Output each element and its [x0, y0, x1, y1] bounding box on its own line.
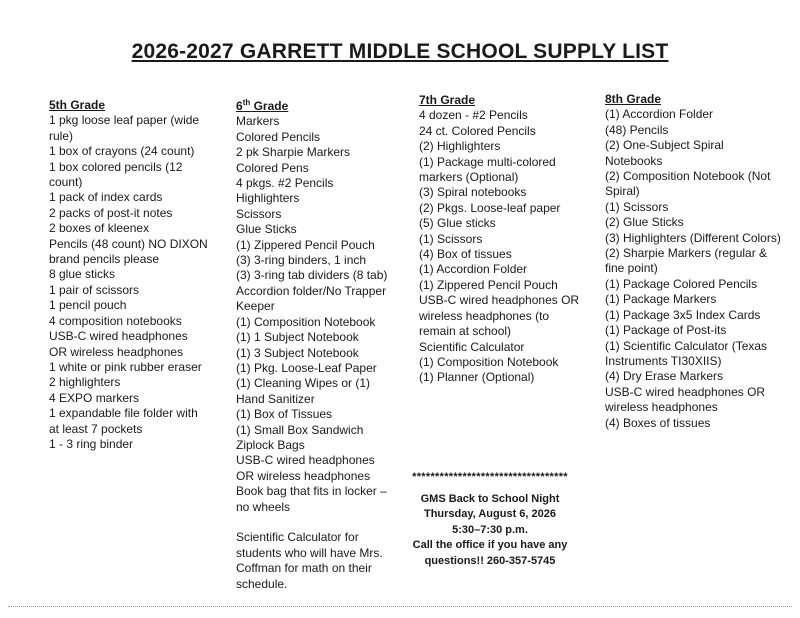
list-item: Highlighters: [236, 191, 300, 206]
list-item: 1 pack of index cards: [49, 190, 163, 205]
list-item: 1 box of crayons (24 count): [49, 144, 195, 159]
list-item: (1) Package multi-colored markers (Optional): [419, 154, 556, 185]
list-item: (1) Package Colored Pencils: [605, 276, 758, 291]
grade-6-list: [236, 114, 396, 515]
list-item: (2) Highlighters: [419, 139, 501, 154]
list-item: 8 glue sticks: [49, 267, 116, 282]
list-item: 1 expandable file folder with at least 7 pockets: [49, 406, 198, 436]
list-item: (1) Scissors: [605, 199, 669, 214]
list-item: (1) Zippered Pencil Pouch: [236, 237, 375, 252]
list-item: 1 pencil pouch: [49, 298, 127, 313]
list-item: (1) Cleaning Wipes or (1) Hand Sanitizer: [236, 376, 371, 406]
grade-8-list: [605, 107, 783, 431]
grade-5-heading: 5th Grade: [49, 98, 106, 112]
list-item: (3) Highlighters (Different Colors): [605, 230, 781, 245]
list-item: (1) Accordion Folder: [419, 262, 528, 277]
grade-8-column: [605, 92, 783, 431]
grade-8-heading: 8th Grade: [605, 92, 662, 106]
list-item: 2 highlighters: [49, 375, 121, 390]
list-item: Colored Pencils: [236, 129, 321, 144]
list-item: 2 packs of post-it notes: [49, 205, 173, 220]
event-title: GMS Back to School Night: [420, 492, 560, 505]
list-item: (1) Composition Notebook: [419, 354, 559, 369]
list-item: (3) 3-ring binders, 1 inch: [236, 253, 367, 268]
list-item: Accordion folder/No Trapper Keeper: [236, 283, 387, 314]
grade-7-list: [419, 108, 581, 385]
list-item: Book bag that fits in locker – no wheels: [236, 484, 387, 514]
grade-7-heading: 7th Grade: [419, 93, 476, 107]
grade-6-heading: [236, 95, 396, 114]
event-contact: Call the office if you have any questions!! 260-357-5745: [412, 539, 568, 567]
star-divider: **********************************: [412, 471, 568, 483]
list-item: (1) 3 Subject Notebook: [236, 345, 359, 360]
list-item: (1) Planner (Optional): [419, 370, 535, 385]
list-item: USB-C wired headphones OR wireless headphones (to remain at school): [419, 293, 580, 339]
list-item: 24 ct. Colored Pencils: [419, 123, 536, 138]
grade-6-column: [236, 95, 396, 592]
list-item: (4) Dry Erase Markers: [605, 369, 724, 384]
list-item: 1 pkg loose leaf paper (wide rule): [49, 113, 200, 143]
list-item: Scissors: [236, 206, 282, 221]
list-item: 4 EXPO markers: [49, 390, 140, 405]
list-item: (1) Box of Tissues: [236, 407, 333, 422]
back-to-school-notice: [392, 470, 588, 570]
list-item: 4 composition notebooks: [49, 313, 182, 328]
list-item: (1) Package of Post-its: [605, 323, 727, 338]
list-item: 1 pair of scissors: [49, 282, 140, 297]
list-item: USB-C wired headphones OR wireless headphones: [236, 453, 375, 483]
list-item: 1 box colored pencils (12 count): [49, 159, 183, 190]
list-item: (4) Box of tissues: [419, 247, 512, 262]
list-item: (2) Composition Notebook (Not Spiral): [605, 169, 771, 199]
list-item: (2) Glue Sticks: [605, 215, 684, 230]
list-item: Glue Sticks: [236, 222, 297, 237]
list-item: 1 white or pink rubber eraser: [49, 359, 202, 374]
grade-6-heading-number: 6: [236, 99, 243, 113]
list-item: 1 - 3 ring binder: [49, 436, 134, 451]
list-item: 4 pkgs. #2 Pencils: [236, 176, 334, 191]
grade-6-heading-suffix: th: [242, 98, 251, 107]
list-item: (1) Composition Notebook: [236, 314, 376, 329]
list-item: USB-C wired headphones OR wireless headphones: [605, 384, 766, 415]
list-item: Scientific Calculator: [419, 339, 525, 354]
list-item: (1) Package Markers: [605, 292, 717, 307]
list-item: Pencils (48 count) NO DIXON brand pencils please: [49, 236, 208, 267]
grade-6-calculator-note: Scientific Calculator for students who will have Mrs. Coffman for math on their schedule.: [236, 530, 383, 591]
list-item: (2) Pkgs. Loose-leaf paper: [419, 200, 561, 215]
grade-7-column: [419, 93, 581, 386]
event-time: 5:30–7:30 p.m.: [452, 523, 528, 536]
list-item: (3) 3-ring tab dividers (8 tab): [236, 268, 388, 283]
grade-5-list: [49, 113, 209, 452]
list-item: (4) Boxes of tissues: [605, 415, 711, 430]
list-item: (1) Package 3x5 Index Cards: [605, 307, 761, 322]
list-item: Colored Pens: [236, 160, 309, 175]
list-item: (1) Scientific Calculator (Texas Instruments TI30XIIS): [605, 338, 768, 368]
list-item: (1) Zippered Pencil Pouch: [419, 277, 558, 292]
grade-5-column: [49, 98, 209, 452]
list-item: (2) Sharpie Markers (regular & fine point): [605, 246, 768, 276]
list-item: (1) 1 Subject Notebook: [236, 330, 359, 345]
list-item: (5) Glue sticks: [419, 216, 496, 231]
page-title: 2026-2027 GARRETT MIDDLE SCHOOL SUPPLY LIST: [131, 40, 669, 63]
list-item: 2 boxes of kleenex: [49, 221, 150, 236]
list-item: 4 dozen - #2 Pencils: [419, 108, 528, 123]
event-date: Thursday, August 6, 2026: [423, 508, 557, 521]
list-item: (1) Small Box Sandwich Ziplock Bags: [236, 422, 364, 452]
list-item: (2) One-Subject Spiral Notebooks: [605, 138, 724, 168]
bottom-divider: [8, 606, 792, 607]
list-item: (1) Pkg. Loose-Leaf Paper: [236, 360, 377, 375]
list-item: USB-C wired headphones OR wireless headphones: [49, 329, 188, 359]
list-item: (1) Scissors: [419, 231, 483, 246]
list-item: (1) Accordion Folder: [605, 107, 714, 122]
list-item: 2 pk Sharpie Markers: [236, 145, 351, 160]
list-item: (3) Spiral notebooks: [419, 185, 527, 200]
grade-6-heading-word: Grade: [250, 99, 289, 113]
list-item: (48) Pencils: [605, 122, 669, 137]
list-item: Markers: [236, 114, 280, 129]
